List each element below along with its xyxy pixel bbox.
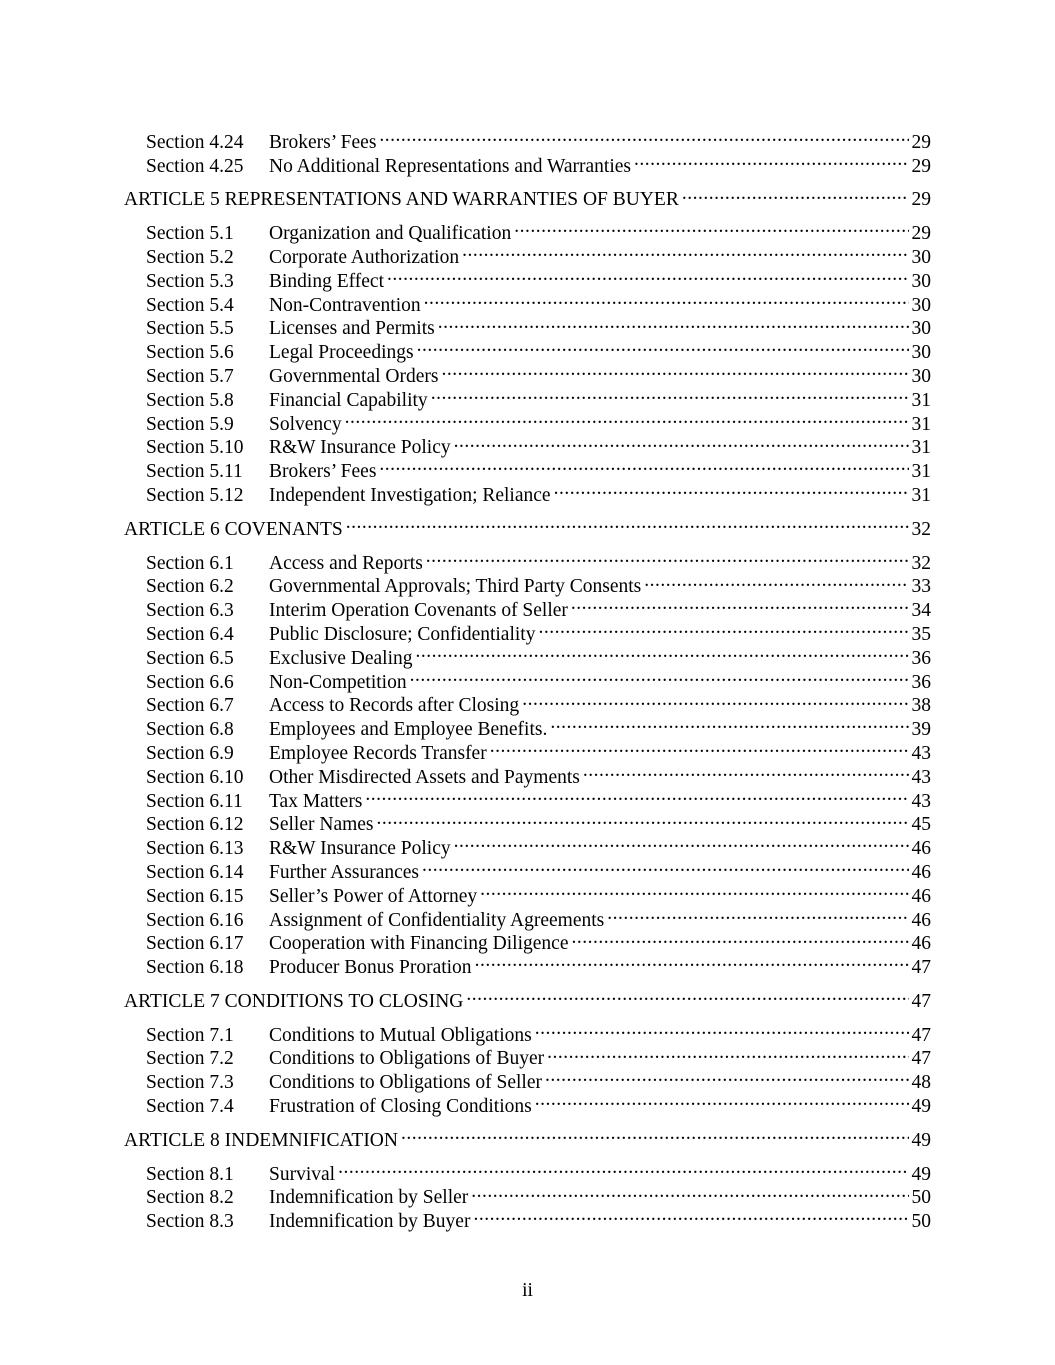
toc-section-title: Tax Matters [269, 790, 363, 812]
dot-leader [462, 239, 908, 263]
toc-page-number: 30 [911, 270, 931, 292]
toc-page-number: 31 [911, 413, 931, 435]
toc-section-title: Governmental Approvals; Third Party Consents [269, 576, 642, 598]
dot-leader [424, 287, 909, 311]
dot-leader [379, 124, 908, 148]
toc-page-number: 30 [911, 365, 931, 387]
toc-page-number: 47 [911, 990, 931, 1012]
toc-section-title: Further Assurances [269, 861, 420, 883]
toc-section-title: Organization and Qualification [269, 223, 512, 245]
toc-section-number: Section 4.24 [146, 131, 244, 153]
dot-leader [538, 616, 908, 640]
toc-section-entry[interactable] [124, 215, 931, 245]
dot-leader [441, 358, 908, 382]
dot-leader [473, 1203, 908, 1227]
toc-section-title: Conditions to Obligations of Seller [269, 1072, 542, 1094]
toc-section-title: Access and Reports [269, 552, 423, 574]
toc-section-title: Indemnification by Seller [269, 1187, 469, 1209]
toc-article-title: ARTICLE 6 COVENANTS [124, 518, 343, 540]
dot-leader [454, 830, 909, 854]
toc-page-number: 36 [911, 671, 931, 693]
toc-page-number: 33 [911, 576, 931, 598]
dot-leader [554, 477, 909, 501]
dot-leader [365, 783, 908, 807]
toc-section-title: R&W Insurance Policy [269, 838, 451, 860]
toc-article-entry[interactable] [124, 983, 931, 1012]
toc-page-number: 29 [911, 223, 931, 245]
toc-page-number: 32 [911, 518, 931, 540]
toc-section-title: Brokers’ Fees [269, 131, 377, 153]
toc-section-number: Section 6.18 [146, 957, 244, 979]
toc-section-number: Section 6.14 [146, 861, 244, 883]
toc-section-number: Section 5.7 [146, 365, 234, 387]
toc-page-number: 47 [911, 1048, 931, 1070]
toc-page-number: 31 [911, 389, 931, 411]
toc-section-title: Producer Bonus Proration [269, 957, 472, 979]
toc-page-number: 30 [911, 294, 931, 316]
dot-leader [417, 334, 909, 358]
toc-section-number: Section 5.4 [146, 294, 234, 316]
toc-page-number: 29 [911, 131, 931, 153]
dot-leader [607, 902, 908, 926]
toc-section-title: Brokers’ Fees [269, 461, 377, 483]
toc-page-number: 43 [911, 742, 931, 764]
toc-section-number: Section 5.3 [146, 270, 234, 292]
toc-page-number: 35 [911, 623, 931, 645]
toc-section-number: Section 5.6 [146, 342, 234, 364]
toc-section-number: Section 5.10 [146, 437, 244, 459]
toc-section-number: Section 6.6 [146, 671, 234, 693]
toc-page-number: 49 [911, 1163, 931, 1185]
toc-page-number: 46 [911, 885, 931, 907]
toc-page-number: 49 [911, 1096, 931, 1118]
dot-leader [466, 983, 908, 1007]
toc-section-entry[interactable] [124, 545, 931, 574]
toc-section-number: Section 4.25 [146, 155, 244, 177]
toc-page-number: 29 [911, 155, 931, 177]
toc-section-title: Access to Records after Closing [269, 695, 520, 717]
toc-page-number: 32 [911, 552, 931, 574]
toc-section-title: Employees and Employee Benefits. [269, 719, 548, 741]
toc-section-number: Section 6.1 [146, 552, 234, 574]
toc-section-number: Section 6.2 [146, 576, 234, 598]
toc-page-number: 30 [911, 246, 931, 268]
toc-page-number: 36 [911, 647, 931, 669]
toc-page-number: 46 [911, 933, 931, 955]
dot-leader [377, 807, 909, 831]
toc-section-number: Section 6.5 [146, 647, 234, 669]
toc-section-title: Conditions to Mutual Obligations [269, 1024, 532, 1046]
dot-leader [426, 545, 909, 569]
toc-section-number: Section 6.10 [146, 766, 244, 788]
toc-section-number: Section 7.1 [146, 1024, 234, 1046]
toc-section-title: Cooperation with Financing Diligence [269, 933, 569, 955]
toc-section-entry[interactable] [124, 1156, 931, 1185]
toc-section-title: Independent Investigation; Reliance [269, 484, 551, 506]
toc-section-title: Public Disclosure; Confidentiality [269, 623, 536, 645]
dot-leader [471, 1180, 908, 1204]
toc-page-number: 29 [911, 189, 931, 211]
toc-section-title: Corporate Authorization [269, 246, 460, 268]
dot-leader [346, 511, 909, 535]
toc-page-number: 31 [911, 437, 931, 459]
dot-leader [480, 878, 908, 902]
toc-section-title: No Additional Representations and Warranties [269, 155, 631, 177]
dot-leader [522, 688, 908, 712]
dot-leader [422, 854, 908, 878]
toc-section-title: Exclusive Dealing [269, 647, 413, 669]
toc-section-title: Legal Proceedings [269, 342, 414, 364]
toc-section-entry[interactable] [124, 124, 931, 153]
toc-section-number: Section 6.15 [146, 885, 244, 907]
toc-section-number: Section 5.12 [146, 484, 244, 506]
dot-leader [535, 1017, 909, 1041]
dot-leader [535, 1088, 909, 1112]
toc-section-number: Section 6.16 [146, 909, 244, 931]
dot-leader [550, 711, 908, 735]
toc-page-number: 30 [911, 318, 931, 340]
dot-leader [571, 592, 909, 616]
dot-leader [545, 1064, 909, 1088]
toc-section-title: Solvency [269, 413, 342, 435]
toc-page-number: 31 [911, 461, 931, 483]
toc-page-number: 46 [911, 838, 931, 860]
dot-leader [387, 263, 909, 287]
toc-section-number: Section 8.3 [146, 1211, 234, 1233]
dot-leader [634, 148, 909, 172]
dot-leader [401, 1122, 909, 1146]
dot-leader [547, 1041, 908, 1065]
toc-section-number: Section 6.13 [146, 838, 244, 860]
toc-section-title: Indemnification by Buyer [269, 1211, 471, 1233]
toc-section-title: Binding Effect [269, 270, 384, 292]
toc-section-number: Section 7.3 [146, 1072, 234, 1094]
toc-section-title: Employee Records Transfer [269, 742, 487, 764]
table-of-contents [124, 124, 931, 1233]
toc-section-title: Non-Competition [269, 671, 407, 693]
dot-leader [682, 182, 909, 206]
toc-page-number: 34 [911, 600, 931, 622]
toc-page-number: 50 [911, 1187, 931, 1209]
toc-section-number: Section 7.4 [146, 1096, 234, 1118]
toc-article-title: ARTICLE 8 INDEMNIFICATION [124, 1129, 398, 1151]
toc-page-number: 39 [911, 719, 931, 741]
toc-section-title: Seller’s Power of Attorney [269, 885, 478, 907]
toc-page-number: 47 [911, 1024, 931, 1046]
toc-section-number: Section 5.9 [146, 413, 234, 435]
toc-section-title: Survival [269, 1163, 336, 1185]
toc-section-title: Frustration of Closing Conditions [269, 1096, 532, 1118]
toc-page-number: 49 [911, 1129, 931, 1151]
toc-page-number: 30 [911, 342, 931, 364]
toc-article-entry[interactable] [124, 511, 931, 540]
toc-page-number: 45 [911, 814, 931, 836]
toc-article-entry[interactable] [124, 182, 931, 211]
toc-section-number: Section 5.5 [146, 318, 234, 340]
toc-section-number: Section 5.8 [146, 389, 234, 411]
dot-leader [454, 430, 909, 454]
dot-leader [644, 569, 908, 593]
toc-page-number: 46 [911, 909, 931, 931]
toc-section-title: Other Misdirected Assets and Payments [269, 766, 580, 788]
toc-page-number: 47 [911, 957, 931, 979]
toc-section-number: Section 8.1 [146, 1163, 234, 1185]
toc-article-entry[interactable] [124, 1122, 931, 1151]
toc-section-number: Section 6.7 [146, 695, 234, 717]
toc-section-number: Section 5.11 [146, 461, 243, 483]
dot-leader [475, 949, 909, 973]
toc-section-number: Section 6.3 [146, 600, 234, 622]
dot-leader [583, 759, 909, 783]
toc-page-number: 50 [911, 1211, 931, 1233]
toc-section-number: Section 6.11 [146, 790, 243, 812]
toc-section-title: Interim Operation Covenants of Seller [269, 600, 568, 622]
toc-page-number: 46 [911, 861, 931, 883]
toc-section-title: Seller Names [269, 814, 374, 836]
dot-leader [416, 640, 909, 664]
toc-page-number: 38 [911, 695, 931, 717]
toc-section-number: Section 5.1 [146, 223, 234, 245]
toc-section-title: Financial Capability [269, 389, 428, 411]
toc-section-title: Assignment of Confidentiality Agreements [269, 909, 605, 931]
dot-leader [514, 215, 908, 239]
dot-leader [379, 453, 908, 477]
dot-leader [431, 382, 909, 406]
toc-section-number: Section 6.4 [146, 623, 234, 645]
toc-section-number: Section 8.2 [146, 1187, 234, 1209]
dot-leader [438, 311, 909, 335]
toc-section-title: Governmental Orders [269, 365, 439, 387]
toc-page-number: 31 [911, 484, 931, 506]
dot-leader [345, 406, 909, 430]
toc-section-number: Section 6.17 [146, 933, 244, 955]
toc-section-number: Section 7.2 [146, 1048, 234, 1070]
toc-section-number: Section 6.12 [146, 814, 244, 836]
toc-page-number: 48 [911, 1072, 931, 1094]
toc-article-title: ARTICLE 5 REPRESENTATIONS AND WARRANTIES OF BUYER [124, 189, 679, 211]
toc-page-number: 43 [911, 766, 931, 788]
dot-leader [571, 926, 908, 950]
toc-section-number: Section 6.8 [146, 719, 234, 741]
toc-section-number: Section 5.2 [146, 246, 234, 268]
toc-page-number: 43 [911, 790, 931, 812]
toc-section-title: Conditions to Obligations of Buyer [269, 1048, 545, 1070]
toc-section-entry[interactable] [124, 1017, 931, 1046]
dot-leader [338, 1156, 908, 1180]
toc-section-title: Licenses and Permits [269, 318, 435, 340]
dot-leader [410, 664, 909, 688]
dot-leader [490, 735, 909, 759]
toc-section-number: Section 6.9 [146, 742, 234, 764]
toc-section-title: Non-Contravention [269, 294, 421, 316]
toc-article-title: ARTICLE 7 CONDITIONS TO CLOSING [124, 990, 464, 1012]
toc-section-title: R&W Insurance Policy [269, 437, 451, 459]
page-number: ii [522, 1280, 533, 1301]
